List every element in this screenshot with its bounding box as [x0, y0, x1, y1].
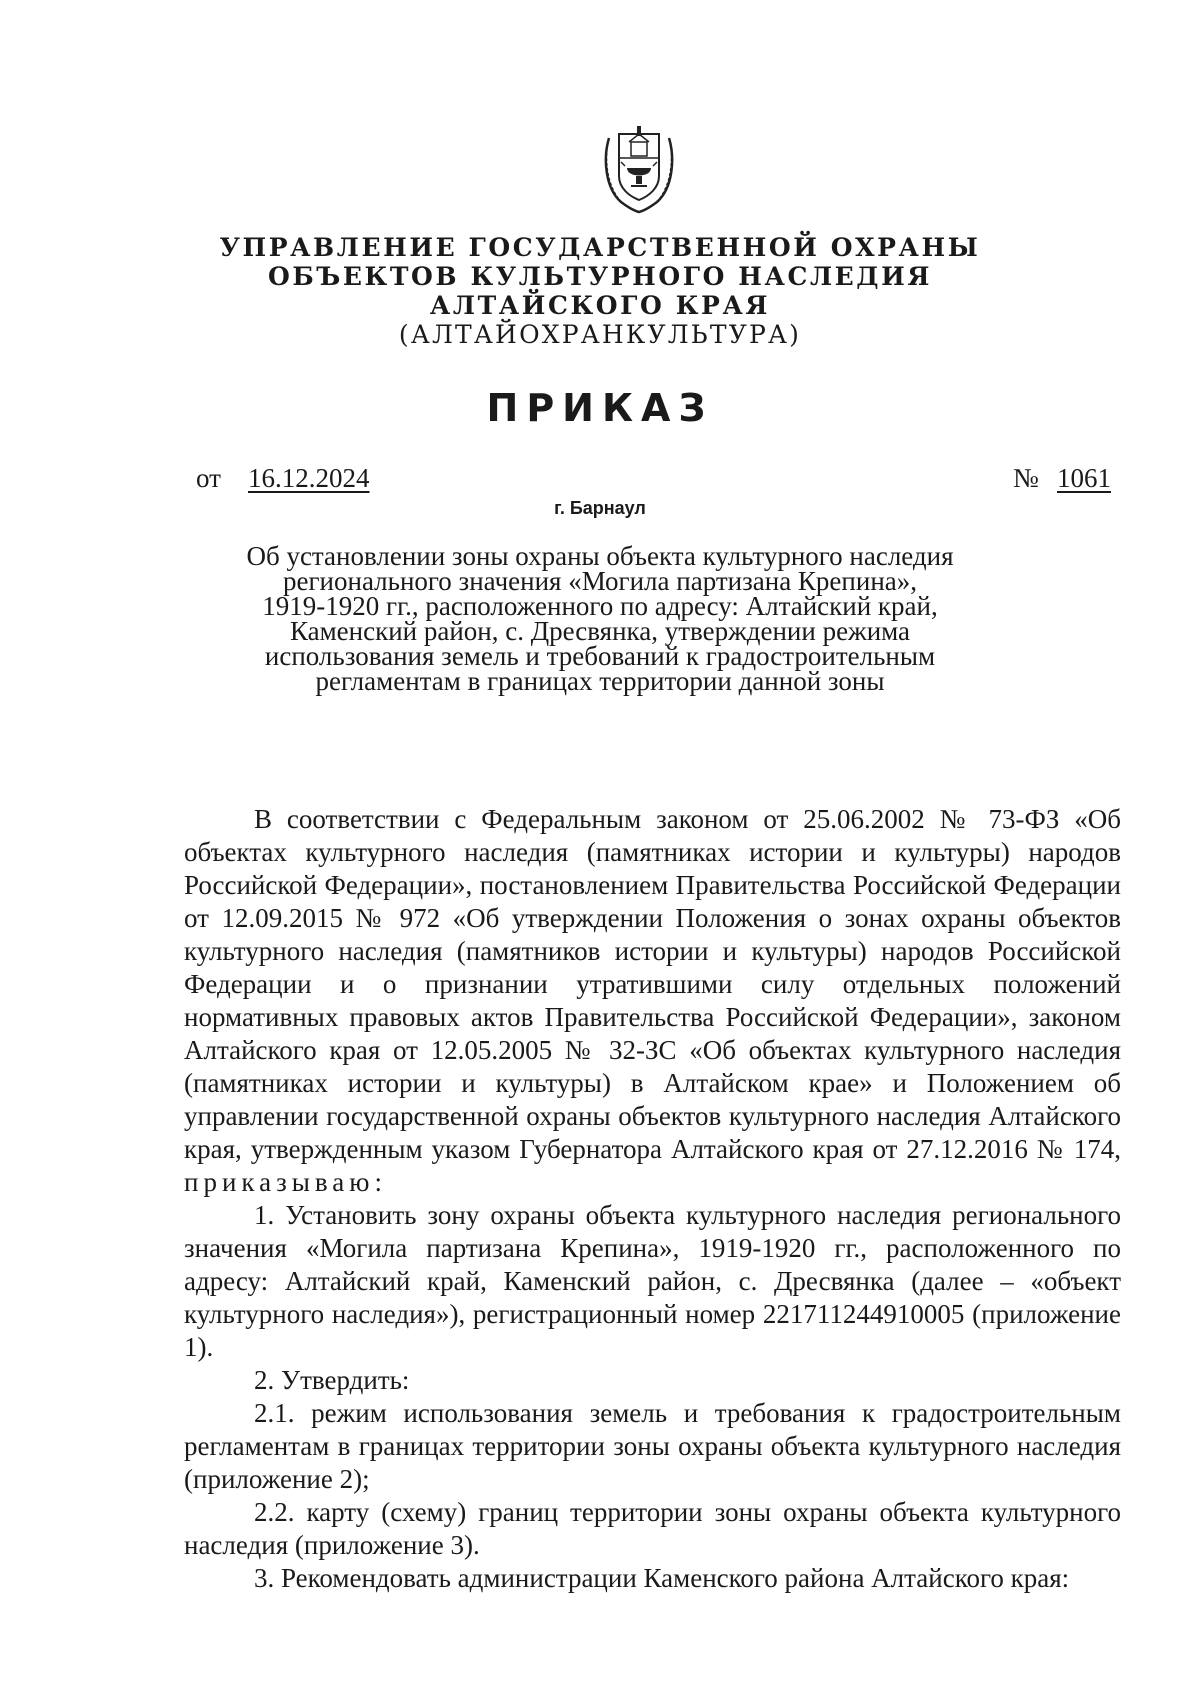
org-name-line-3: АЛТАЙСКОГО КРАЯ: [429, 291, 771, 320]
date-label: от: [196, 463, 221, 493]
item-2: 2. Утвердить:: [254, 1365, 410, 1395]
order-number: 1061: [1057, 463, 1111, 493]
org-name-line-2: ОБЪЕКТОВ КУЛЬТУРНОГО НАСЛЕДИЯ: [268, 262, 932, 291]
document-type-title: ПРИКАЗ: [486, 386, 714, 430]
subject-line: регламентам в границах территории данной зоны: [315, 666, 885, 696]
order-verb: приказываю:: [184, 1167, 387, 1197]
number-label: №: [1013, 463, 1039, 493]
subject-line: использования земель и требований к градостроительным: [264, 641, 936, 671]
preamble-paragraph: [184, 803, 1121, 1199]
subject-line: регионального значения «Могила партизана Крепина»,: [282, 566, 917, 596]
item-2-1: 2.1. режим использования земель и требования к градостроительным регламентам в границах территории зоны охраны объекта культурного наследия (приложение 2);: [184, 1398, 1121, 1494]
coat-of-arms-icon: [601, 118, 677, 214]
org-name-line-1: УПРАВЛЕНИЕ ГОСУДАРСТВЕННОЙ ОХРАНЫ: [219, 233, 981, 262]
org-abbreviation: (АЛТАЙОХРАНКУЛЬТУРА): [398, 320, 802, 349]
item-1: 1. Установить зону охраны объекта культурного наследия регионального значения «Могила партизана Крепина», 1919-1920 гг., расположенного по адресу: Алтайский край, Каменский район, с. Дресвянка (далее – «объект культурного наследия»), регистрационный номер 221711244910005 (приложение 1).: [184, 1200, 1121, 1362]
order-subject: [230, 541, 970, 696]
subject-line: 1919-1920 гг., расположенного по адресу: Алтайский край,: [262, 591, 938, 621]
item-2-2: 2.2. карту (схему) границ территории зоны охраны объекта культурного наследия (приложение 3).: [184, 1497, 1121, 1560]
preamble-text: В соответствии с Федеральным законом от 25.06.2002 № 73-ФЗ «Об объектах культурного наследия (памятниках истории и культуры) народов Российской Федерации», постановлением Правительства Российской Федерации от 12.09.2015 № 972 «Об утверждении Положения о зонах охраны объектов культурного наследия (памятников истории и культуры) народов Российской Федерации и о признании утратившими силу отдельных положений нормативных правовых актов Правительства Российской Федерации», законом Алтайского края от 12.05.2005 № 32-ЗС «Об объектах культурного наследия (памятниках истории и культуры) в Алтайском крае» и Положением об управлении государственной охраны объектов культурного наследия Алтайского края, утвержденным указом Губернатора Алтайского края от 27.12.2016 № 174,: [184, 804, 1121, 1164]
subject-line: Об установлении зоны охраны объекта культурного наследия: [246, 541, 954, 571]
order-body: [184, 803, 1121, 1595]
subject-line: Каменский район, с. Дресвянка, утверждении режима: [289, 616, 911, 646]
order-date: 16.12.2024: [248, 463, 370, 493]
item-3: 3. Рекомендовать администрации Каменского района Алтайского края:: [254, 1563, 1070, 1593]
city-name: г. Барнаул: [554, 498, 646, 518]
